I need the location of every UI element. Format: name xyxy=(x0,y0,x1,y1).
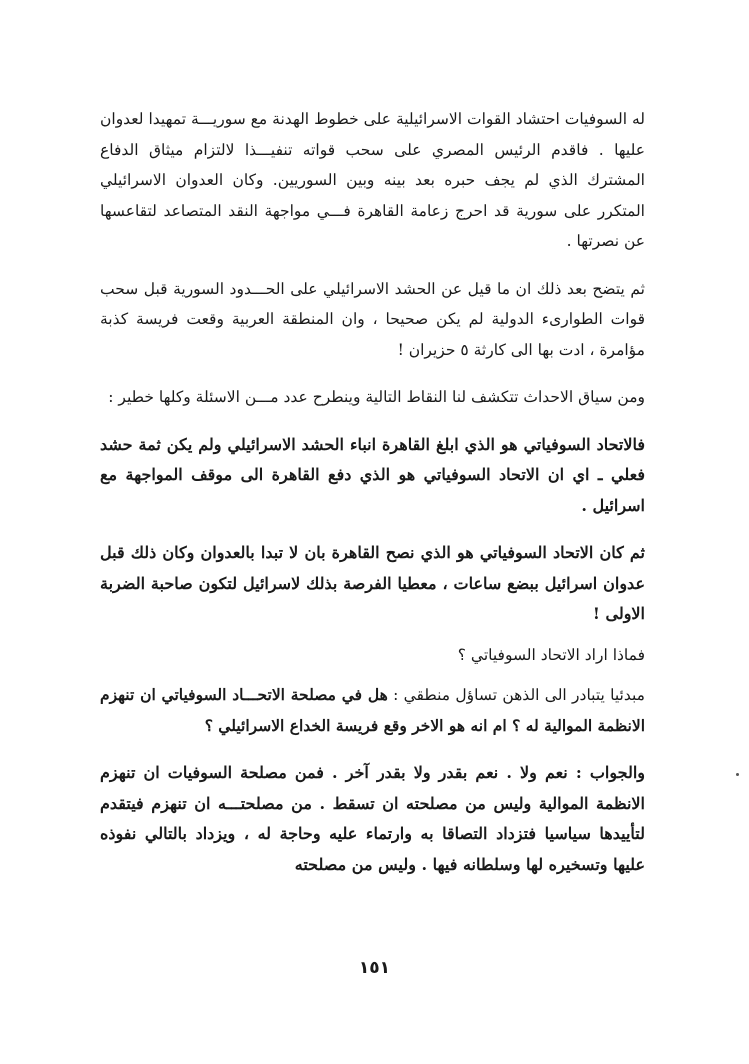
book-page-text xyxy=(100,104,645,880)
scan-speck xyxy=(736,773,739,776)
paragraph-3: ومن سياق الاحداث تتكشف لنا النقاط التالية وينطرح عدد مـــن الاسئلة وكلها خطير : xyxy=(108,388,645,406)
page-number: ١٥١ xyxy=(358,958,391,978)
paragraph-7 xyxy=(100,680,645,741)
paragraph-5: ثم كان الاتحاد السوفياتي هو الذي نصح القاهرة بان لا تبدا بالعدوان وكان ذلك قبل عدوان اسرائيل ببضع ساعات ، معطيا الفرصة بذلك لاسرائيل لتكون صاحبة الضربة الاولى ! xyxy=(100,543,645,623)
paragraph-6: فماذا اراد الاتحاد السوفياتي ؟ xyxy=(457,645,645,664)
paragraph-7-lead: مبدئيا يتبادر الى الذهن تساؤل منطقي : xyxy=(387,686,645,704)
paragraph-7-emphasis: هل في مصلحة الاتحـــاد السوفياتي ان تنهزم الانظمة الموالية له ؟ ام انه هو الاخر وقع فريسة الخداع الاسرائيلي ؟ xyxy=(100,685,645,735)
paragraph-2: ثم يتضح بعد ذلك ان ما قيل عن الحشد الاسرائيلي على الحـــدود السورية قبل سحب قوات الطوارىء الدولية لم يكن صحيحا ، وان المنطقة العربية وقعت فريسة كذبة مؤامرة ، ادت بها الى كارثة ٥ حزيران ! xyxy=(100,279,645,359)
paragraph-1: له السوفيات احتشاد القوات الاسرائيلية على خطوط الهدنة مع سوريـــة تمهيدا لعدوان عليها . فاقدم الرئيس المصري على سحب قواته تنفيـــذا لالتزام ميثاق الدفاع المشترك الذي لم يجف حبره بعد بينه وبين السوريين. وكان العدوان الاسرائيلي المتكرر على سورية قد احرج زعامة القاهرة فـــي مواجهة النقد المتصاعد لتقاعسها عن نصرتها . xyxy=(100,110,645,250)
paragraph-4: فالاتحاد السوفياتي هو الذي ابلغ القاهرة انباء الحشد الاسرائيلي ولم يكن ثمة حشد فعلي ـ اي ان الاتحاد السوفياتي هو الذي دفع القاهرة الى موقف المواجهة مع اسرائيل . xyxy=(100,434,645,515)
paragraph-8: والجواب : نعم ولا . نعم بقدر ولا بقدر آخر . فمن مصلحة السوفيات ان تنهزم الانظمة الموالية وليس من مصلحته ان تسقط . من مصلحتـــه ان تنهزم فيتقدم لتأييدها سياسيا فتزداد التصاقا به وارتماء عليه وحاجة له ، ويزداد بالتالي نفوذه عليها وتسخيره لها وسلطانه فيها . وليس من مصلحته xyxy=(100,763,645,874)
